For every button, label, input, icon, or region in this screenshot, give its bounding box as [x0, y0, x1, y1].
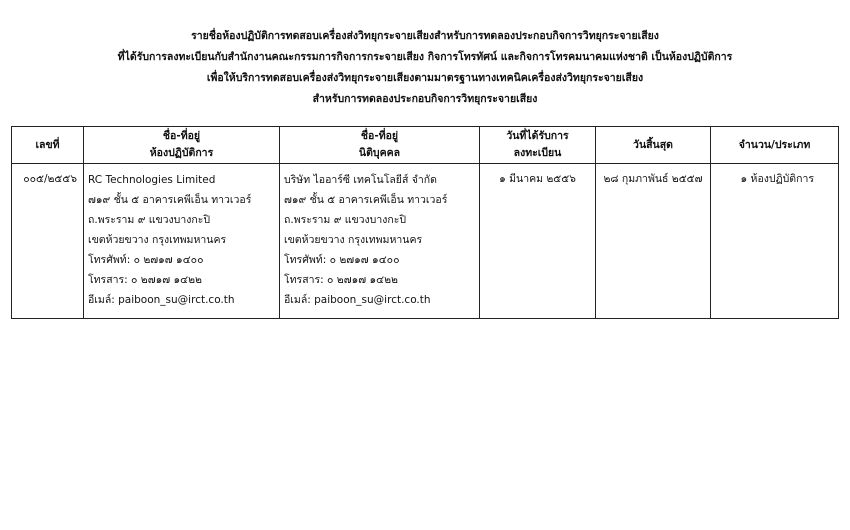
lab-address-3: เขตห้วยขวาง กรุงเทพมหานคร [88, 234, 227, 246]
lab-phone: โทรศัพท์: ๐ ๒๗๑๗ ๑๔๐๐ [88, 254, 204, 266]
header-line-4: สำหรับการทดลองประกอบกิจการวิทยุกระจายเสียง [312, 93, 538, 105]
header-count [711, 127, 839, 164]
header-lab-line-2: ห้องปฏิบัติการ [149, 147, 214, 159]
entity-address-1: ๗๑๙ ชั้น ๕ อาคารเคพีเอ็น ทาวเวอร์ [284, 194, 448, 206]
lab-address-2: ถ.พระราม ๙ แขวงบางกะปิ [88, 214, 211, 226]
header-line-2: ที่ได้รับการลงทะเบียนกับสำนักงานคณะกรรมการกิจการกระจายเสียง กิจการโทรทัศน์ และกิจการโทรคมนาคมแห่งชาติ เป็นห้องปฏิบัติการ [117, 51, 733, 63]
cell-expiry: ๒๘ กุมภาพันธ์ ๒๕๕๗ [596, 164, 711, 319]
header-count-label: จำนวน/ประเภท [738, 138, 811, 151]
cell-no: ๐๐๕/๒๕๕๖ [12, 164, 84, 319]
header-lab-line-1: ชื่อ-ที่อยู่ [162, 130, 201, 142]
header-line-1: รายชื่อห้องปฏิบัติการทดสอบเครื่องส่งวิทยุกระจายเสียงสำหรับการทดลองประกอบกิจการวิทยุกระจายเสียง [191, 30, 659, 42]
lab-fax: โทรสาร: ๐ ๒๗๑๗ ๑๔๒๒ [88, 274, 202, 286]
header-entity [280, 127, 480, 164]
header-registered-line-2: ลงทะเบียน [513, 147, 562, 159]
entity-address-3: เขตห้วยขวาง กรุงเทพมหานคร [284, 234, 423, 246]
entity-phone: โทรศัพท์: ๐ ๒๗๑๗ ๑๔๐๐ [284, 254, 400, 266]
header-expiry [596, 127, 711, 164]
header-no [12, 127, 84, 164]
table-row [12, 164, 839, 319]
header-no-label: เลขที่ [35, 138, 60, 151]
lab-address-1: ๗๑๙ ชั้น ๕ อาคารเคพีเอ็น ทาวเวอร์ [88, 194, 252, 206]
entity-fax: โทรสาร: ๐ ๒๗๑๗ ๑๔๒๒ [284, 274, 398, 286]
header-registered-line-1: วันที่ได้รับการ [506, 130, 569, 142]
table-header-row [12, 127, 839, 164]
entity-name: บริษัท ไออาร์ซี เทคโนโลยีส์ จำกัด [284, 174, 437, 186]
lab-email: อีเมล์: paiboon_su@irct.co.th [88, 294, 235, 306]
entity-email: อีเมล์: paiboon_su@irct.co.th [284, 294, 431, 306]
header-registered [480, 127, 596, 164]
lab-name: RC Technologies Limited [88, 174, 216, 186]
header-entity-line-1: ชื่อ-ที่อยู่ [360, 130, 399, 142]
header-entity-line-2: นิติบุคคล [358, 147, 401, 159]
cell-registered: ๑ มีนาคม ๒๕๕๖ [480, 164, 596, 319]
header-lab [84, 127, 280, 164]
cell-entity [280, 164, 480, 319]
cell-lab [84, 164, 280, 319]
entity-address-2: ถ.พระราม ๙ แขวงบางกะปิ [284, 214, 407, 226]
document-header [0, 26, 850, 110]
cell-count: ๑ ห้องปฏิบัติการ [711, 164, 839, 319]
header-line-3: เพื่อให้บริการทดสอบเครื่องส่งวิทยุกระจายเสียงตามมาตรฐานทางเทคนิคเครื่องส่งวิทยุกระจายเสียง [206, 72, 644, 84]
registration-table [11, 126, 839, 319]
header-expiry-label: วันสิ้นสุด [633, 138, 673, 151]
